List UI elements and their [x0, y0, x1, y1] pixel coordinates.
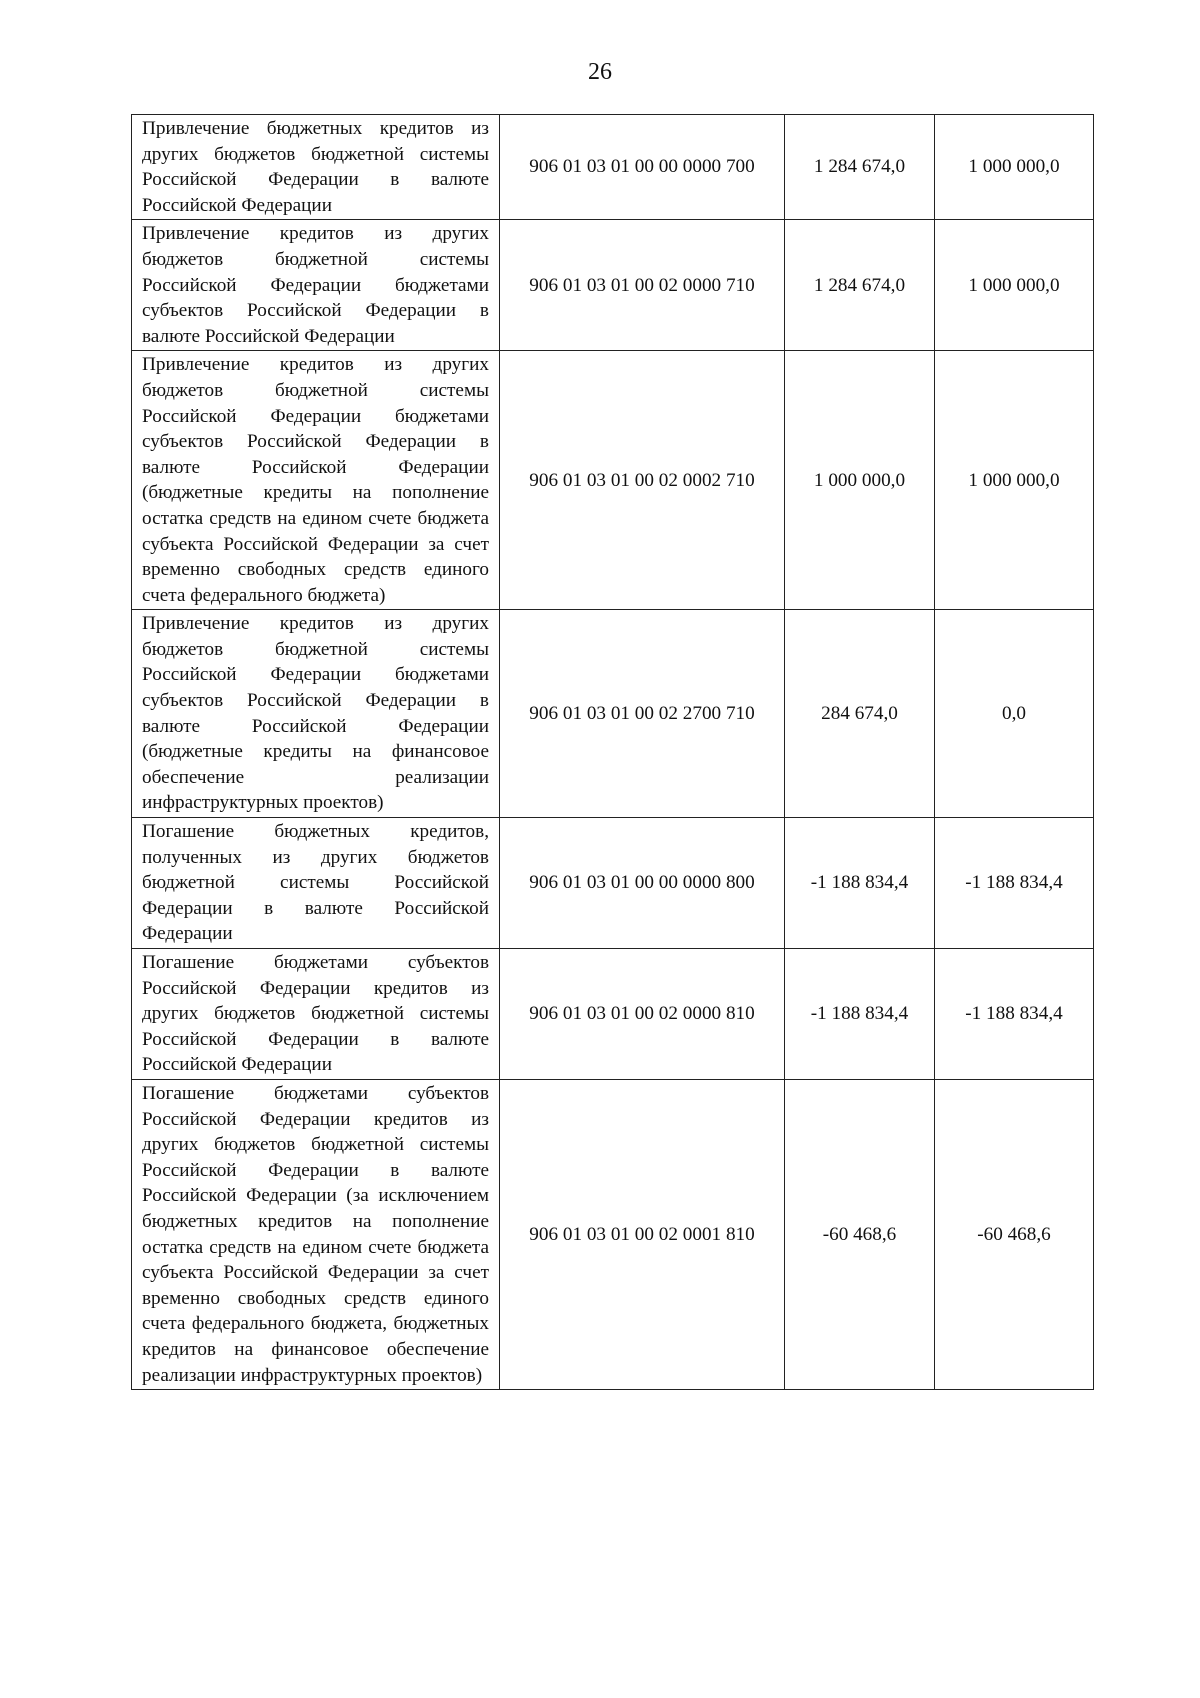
table-row	[132, 818, 1094, 949]
row-value2-cell: -60 468,6	[935, 1079, 1094, 1389]
table-row	[132, 1079, 1094, 1389]
row-name-cell: Привлечение бюджетных кредитов из других бюджетов бюджетной системы Российской Федерации в валюте Российской Федерации	[132, 115, 500, 220]
row-name-cell: Привлечение кредитов из других бюджетов бюджетной системы Российской Федерации бюджетами субъектов Российской Федерации в валюте Российской Федерации	[132, 220, 500, 351]
row-name-cell: Погашение бюджетами субъектов Российской Федерации кредитов из других бюджетов бюджетной системы Российской Федерации в валюте Российской Федерации (за исключением бюджетных кредитов на пополнение остатка средств на едином счете бюджета субъекта Российской Федерации за счет временно свободных средств единого счета федерального бюджета, бюджетных кредитов на финансовое обеспечение реализации инфраструктурных проектов)	[132, 1079, 500, 1389]
row-value2-cell: -1 188 834,4	[935, 818, 1094, 949]
row-code-cell: 906 01 03 01 00 00 0000 700	[500, 115, 785, 220]
row-name-cell: Погашение бюджетами субъектов Российской Федерации кредитов из других бюджетов бюджетной системы Российской Федерации в валюте Российской Федерации	[132, 949, 500, 1080]
row-code-cell: 906 01 03 01 00 00 0000 800	[500, 818, 785, 949]
row-name-cell: Погашение бюджетных кредитов, полученных из других бюджетов бюджетной системы Российской Федерации в валюте Российской Федерации	[132, 818, 500, 949]
row-value1-cell: -1 188 834,4	[785, 949, 935, 1080]
row-value1-cell: -60 468,6	[785, 1079, 935, 1389]
row-name-cell: Привлечение кредитов из других бюджетов бюджетной системы Российской Федерации бюджетами субъектов Российской Федерации в валюте Российской Федерации (бюджетные кредиты на финансовое обеспечение реализации инфраструктурных проектов)	[132, 610, 500, 818]
row-value1-cell: 1 284 674,0	[785, 220, 935, 351]
row-code-cell: 906 01 03 01 00 02 0000 810	[500, 949, 785, 1080]
row-code-cell: 906 01 03 01 00 02 2700 710	[500, 610, 785, 818]
table-row	[132, 351, 1094, 610]
page-number: 26	[588, 59, 612, 85]
budget-sources-table	[131, 114, 1094, 1390]
row-code-cell: 906 01 03 01 00 02 0002 710	[500, 351, 785, 610]
table-row	[132, 220, 1094, 351]
row-value1-cell: -1 188 834,4	[785, 818, 935, 949]
table-row	[132, 610, 1094, 818]
row-value2-cell: 0,0	[935, 610, 1094, 818]
row-value2-cell: -1 188 834,4	[935, 949, 1094, 1080]
table-row	[132, 115, 1094, 220]
table-row	[132, 949, 1094, 1080]
row-value1-cell: 1 000 000,0	[785, 351, 935, 610]
row-value1-cell: 284 674,0	[785, 610, 935, 818]
row-name-cell: Привлечение кредитов из других бюджетов бюджетной системы Российской Федерации бюджетами субъектов Российской Федерации в валюте Российской Федерации (бюджетные кредиты на пополнение остатка средств на едином счете бюджета субъекта Российской Федерации за счет временно свободных средств единого счета федерального бюджета)	[132, 351, 500, 610]
row-code-cell: 906 01 03 01 00 02 0001 810	[500, 1079, 785, 1389]
row-code-cell: 906 01 03 01 00 02 0000 710	[500, 220, 785, 351]
row-value2-cell: 1 000 000,0	[935, 115, 1094, 220]
row-value2-cell: 1 000 000,0	[935, 351, 1094, 610]
row-value1-cell: 1 284 674,0	[785, 115, 935, 220]
row-value2-cell: 1 000 000,0	[935, 220, 1094, 351]
